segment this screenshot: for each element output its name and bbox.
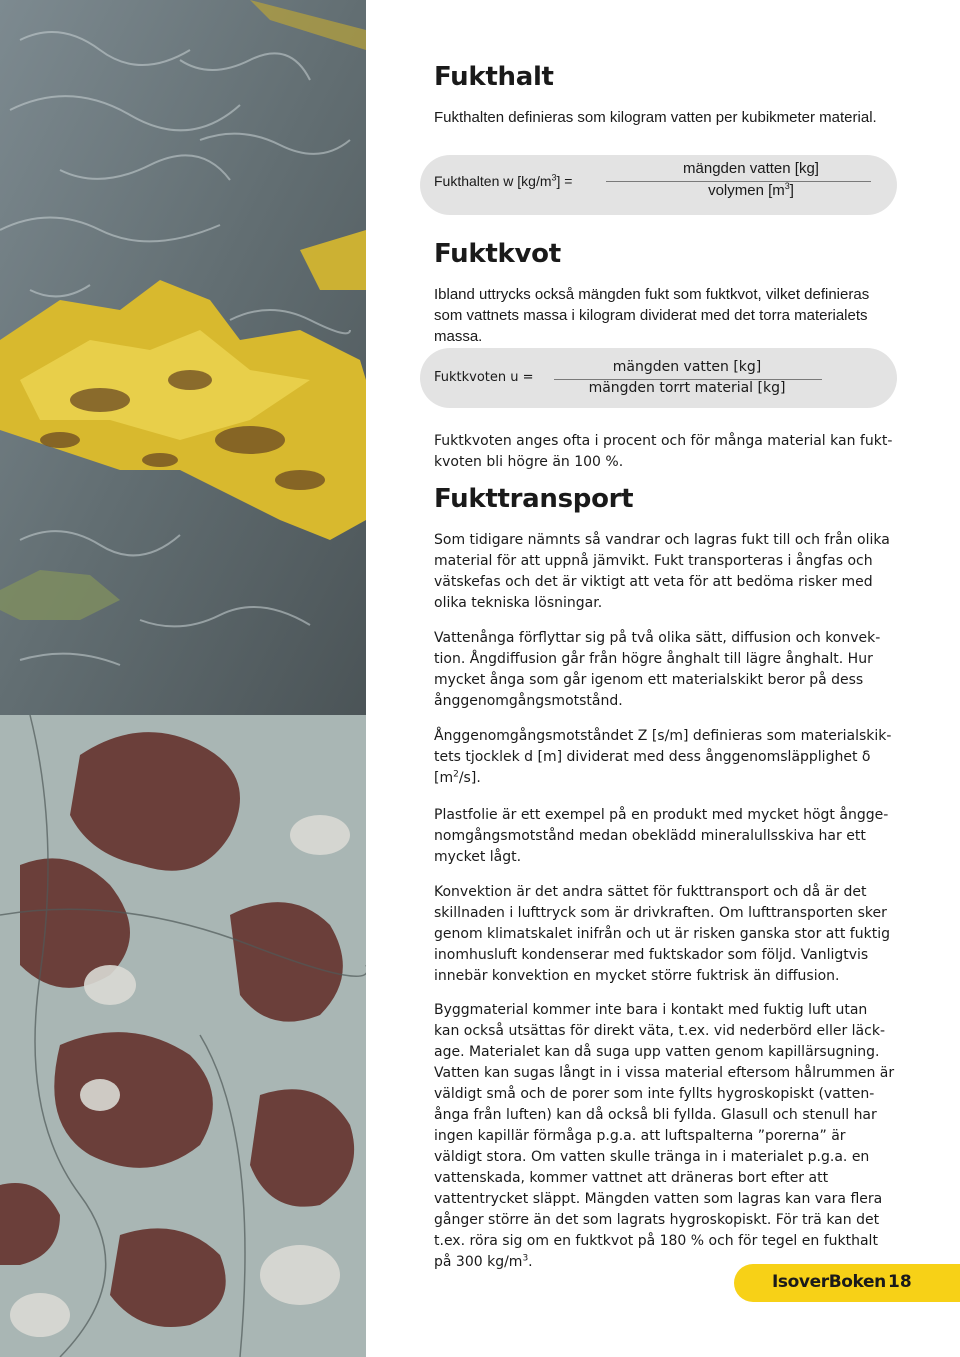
heading-fuktkvot: Fuktkvot bbox=[434, 239, 561, 269]
fukthalt-formula bbox=[420, 155, 897, 215]
fukttransport-paragraph-4: Plastfolie är ett exempel på en produkt med mycket högt ånggenomgångsmotstånd medan obeklädd mineralullsskiva har ett mycket lågt. bbox=[434, 807, 889, 865]
fuktkvot-formula bbox=[420, 348, 897, 408]
fukttransport-paragraph-2: Vattenånga förflyttar sig på två olika sätt, diffusion och konvektion. Ångdiffusion går från högre ånghalt till lägre ånghalt. Hur mycket ånga som går igenom ett materialskikt beror på dess ånggenomgångsmotstånd. bbox=[434, 630, 881, 709]
fuktkvot-after: Fuktkvoten anges ofta i procent och för många material kan fuktkvoten bli högre än 100 %. bbox=[434, 433, 893, 470]
autumn-leaves-water-photo bbox=[0, 0, 366, 715]
fukttransport-paragraph-5: Konvektion är det andra sättet för fukttransport och då är det skillnaden i lufttryck som är drivkraften. Om lufttransporten sker genom klimatskalet inifrån och ut är risken ganska stor att fuktig inomhusluft kondenserar med fuktskador som följd. Vanligtvis innebär konvektion en mycket större fuktrisk än diffusion. bbox=[434, 884, 890, 984]
fuktkvot-formula-denominator: mängden torrt material [kg] bbox=[588, 380, 786, 396]
page-number: 18 bbox=[888, 1272, 912, 1292]
fukttransport-paragraph-6: Byggmaterial kommer inte bara i kontakt med fuktig luft utan kan också utsättas för direkt väta, t.ex. vid nederbörd eller läckage. Materialet kan då suga upp vatten genom kapillärsugning. Vatten kan sugas långt in i vissa material eftersom hålrummen är väldigt små och de porer som inte fyllts hygroskopiskt (vattenånga från luften) kan då också bli fyllda. Glasull och stenull har ingen kapillär förmåga p.g.a. att luftspalterna ”porerna” är väldigt stora. Om vatten skulle tränga in i materialet p.g.a. en vattenskada, kommer vattnet att dräneras bort efter att vattentrycket släppt. Mängden vatten som lagras kan vara flera gånger större än det som lagrats hygroskopiskt. För trä kan det t.ex. röra sig om en fuktkvot på 180 % och för tegel en fukthalt på 300 $kg/m^3$. bbox=[434, 1002, 895, 1270]
lichen-rock-photo bbox=[0, 715, 366, 1357]
brand-name: IsoverBoken bbox=[772, 1272, 886, 1292]
heading-fukthalt: Fukthalt bbox=[434, 62, 554, 92]
fukthalt-formula-lhs: Fukthalten w $[kg/m^3]$ = bbox=[434, 172, 573, 189]
fuktkvot-formula-lhs: Fuktkvoten u = bbox=[434, 370, 534, 385]
fuktkvot-intro: Ibland uttrycks också mängden fukt som fuktkvot, vilket definieras som vattnets massa i kilogram dividerat med det torra materialets massa. bbox=[434, 286, 870, 345]
fuktkvot-formula-numerator: mängden vatten [kg] bbox=[612, 359, 762, 375]
page-footer-tab bbox=[734, 1264, 960, 1302]
fukttransport-paragraph-1: Som tidigare nämnts så vandrar och lagras fukt till och från olika material för att uppnå jämvikt. Fukt transporteras i ångfas och vätskefas och det är viktigt att veta för att bedöma risker med olika tekniska lösningar. bbox=[434, 532, 890, 611]
fukthalt-formula-numerator: mängden vatten [kg] bbox=[683, 160, 819, 177]
fukthalt-intro: Fukthalten definieras som kilogram vatten per kubikmeter material. bbox=[434, 109, 877, 126]
fukthalt-formula-denominator: volymen $[m^3]$ bbox=[708, 181, 794, 199]
fukttransport-paragraph-3: Ånggenomgångsmotståndet Z [s/m] definieras som materialskiktets tjocklek d [m] dividerat med dess ånggenomsläpplighet δ $[m^2/s]$. bbox=[434, 728, 892, 786]
heading-fukttransport: Fukttransport bbox=[434, 484, 634, 514]
